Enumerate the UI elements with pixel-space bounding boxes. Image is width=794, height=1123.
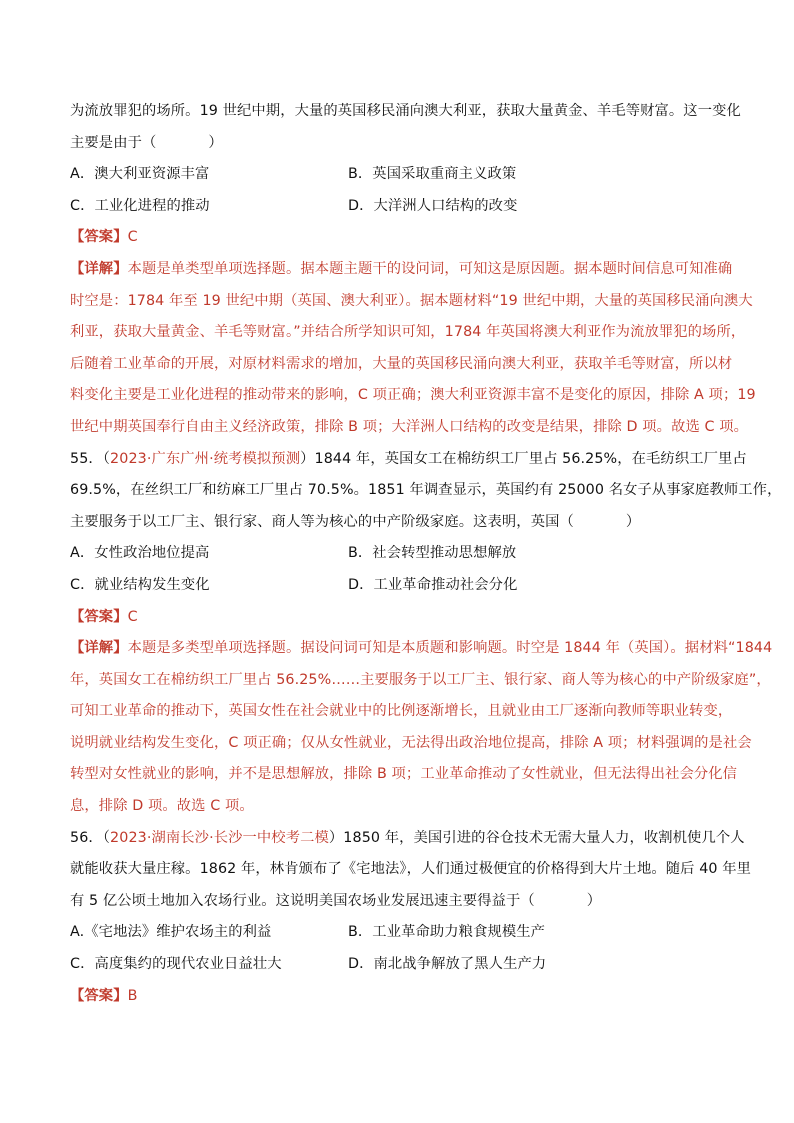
q55-stem-line-1 — [70, 444, 747, 476]
q54-options-row-1 — [70, 159, 730, 191]
q55-detail-text: 本题是多类型单项选择题。据设问词可知是本质题和影响题。时空是 1844 年（英国）。据材料“1844 — [127, 640, 773, 657]
q54-options-row-2 — [70, 191, 730, 223]
q55-answer — [70, 602, 730, 634]
q56-option-b: B．工业革命助力粮食规模生产 — [348, 924, 546, 941]
q55-number: 55．（ — [70, 450, 111, 467]
q54-stem-line-2 — [70, 128, 730, 160]
q56-source: 2023·湖南长沙·长沙一中校考二模 — [110, 829, 329, 846]
q56-options-row-2 — [70, 949, 730, 981]
q55-stem-text: 1844 年，英国女工在棉纺织工厂里占 56.25%，在毛纺织工厂里占 — [314, 450, 747, 467]
document-page — [70, 96, 782, 1012]
q54-detail-text: 本题是单类型单项选择题。据本题主题干的设问词，可知这是原因题。据本题时间信息可知准确 — [127, 260, 733, 277]
q55-source-close: ） — [300, 450, 315, 467]
q56-option-a: A.《宅地法》维护农场主的利益 — [70, 924, 272, 941]
q54-option-a: A．澳大利亚资源丰富 — [70, 166, 210, 183]
q54-detail-tag: 【详解】 — [70, 260, 128, 277]
q55-stem-line-3 — [70, 507, 730, 539]
q54-detail-line-2: 时空是：1784 年至 19 世纪中期（英国、澳大利亚）。据本题材料“19 世纪中期，大量的英国移民涌向澳大 — [70, 292, 753, 309]
q56-stem-line-2: 就能收获大量庄稼。1862 年，林肯颁布了《宅地法》，人们通过极便宜的价格得到大片土地。随后 40 年里 — [70, 861, 752, 878]
q55-detail-line-5: 转型对女性就业的影响，并不是思想解放，排除 B 项；工业革命推动了女性就业，但无法得出社会分化信 — [70, 766, 738, 783]
q54-detail-line-4: 后随着工业革命的开展，对原材料需求的增加，大量的英国移民涌向澳大利亚，获取羊毛等财富，所以材 — [70, 355, 733, 372]
q54-detail-line-1 — [70, 254, 733, 286]
q56-stem-line-1 — [70, 823, 745, 855]
q54-detail-line-6: 世纪中期英国奉行自由主义经济政策，排除 B 项；大洋洲人口结构的改变是结果，排除 D 项。故选 C 项。 — [70, 418, 749, 435]
q56-answer-tag: 【答案】 — [70, 987, 128, 1004]
q56-answer — [70, 981, 730, 1013]
q55-stem-text-3: 主要服务于以工厂主、银行家、商人等为核心的中产阶级家庭。这表明，英国（ — [70, 513, 574, 530]
q55-source: 2023·广东广州·统考模拟预测 — [110, 450, 301, 467]
q55-option-b: B．社会转型推动思想解放 — [348, 545, 517, 562]
q55-options-row-2 — [70, 570, 730, 602]
q54-stem-text: 主要是由于（ — [70, 134, 157, 151]
q54-stem-line-1: 为流放罪犯的场所。19 世纪中期，大量的英国移民涌向澳大利亚，获取大量黄金、羊毛等财富。这一变化 — [70, 103, 741, 119]
q56-stem-paren-close: ） — [586, 892, 602, 909]
q55-detail-line-1 — [70, 633, 773, 665]
q54-option-b: B．英国采取重商主义政策 — [348, 166, 517, 183]
q54-stem-paren-close: ） — [208, 134, 223, 151]
q56-options-row-1 — [70, 917, 730, 949]
q55-detail-tag: 【详解】 — [70, 640, 128, 657]
q56-option-c: C．高度集约的现代农业日益壮大 — [70, 956, 282, 973]
q55-stem-line-2: 69.5%，在丝织工厂和纺麻工厂里占 70.5%。1851 年调查显示，英国约有 25000 名女子从事家庭教师工作， — [70, 482, 782, 499]
q55-option-d: D．工业革命推动社会分化 — [348, 576, 518, 593]
q56-option-d: D．南北战争解放了黑人生产力 — [348, 956, 547, 973]
q54-option-d: D．大洋洲人口结构的改变 — [348, 197, 518, 214]
q56-stem-line-3 — [70, 886, 730, 918]
q55-option-c: C．就业结构发生变化 — [70, 576, 210, 593]
q56-number: 56．（ — [70, 829, 111, 846]
q54-detail-line-3: 利亚，获取大量黄金、羊毛等财富。”并结合所学知识可知，1784 年英国将澳大利亚作为流放罪犯的场所， — [70, 324, 746, 341]
q55-answer-value: C — [127, 608, 138, 625]
q54-answer-tag: 【答案】 — [70, 229, 128, 246]
q55-option-a: A．女性政治地位提高 — [70, 545, 210, 562]
q55-options-row-1 — [70, 538, 730, 570]
q55-detail-line-3: 可知工业革命的推动下，英国女性在社会就业中的比例逐渐增长，且就业由工厂逐渐向教师等职业转变， — [70, 703, 733, 720]
q56-source-close: ） — [328, 829, 344, 846]
q55-detail-line-2: 年，英国女工在棉纺织工厂里占 56.25%……主要服务于以工厂主、银行家、商人等为核心的中产阶级家庭”， — [70, 671, 771, 688]
q55-detail-line-6: 息，排除 D 项。故选 C 项。 — [70, 798, 254, 815]
q55-detail-line-4: 说明就业结构发生变化，C 项正确；仅从女性就业，无法得出政治地位提高，排除 A 项；材料强调的是社会 — [70, 734, 752, 751]
q54-answer-value: C — [127, 229, 138, 246]
q54-answer — [70, 222, 730, 254]
q55-answer-tag: 【答案】 — [70, 608, 128, 625]
q54-option-c: C．工业化进程的推动 — [70, 197, 210, 214]
q56-stem-text: 1850 年，美国引进的谷仓技术无需大量人力，收割机使几个人 — [343, 829, 745, 846]
q54-detail-line-5: 料变化主要是工业化进程的推动带来的影响，C 项正确；澳大利亚资源丰富不是变化的原因，排除 A 项；19 — [70, 387, 756, 404]
q56-answer-value: B — [127, 987, 138, 1004]
q56-stem-text-3: 有 5 亿公顷土地加入农场行业。这说明美国农场业发展迅速主要得益于（ — [70, 892, 535, 909]
q55-stem-paren-close: ） — [625, 513, 641, 530]
